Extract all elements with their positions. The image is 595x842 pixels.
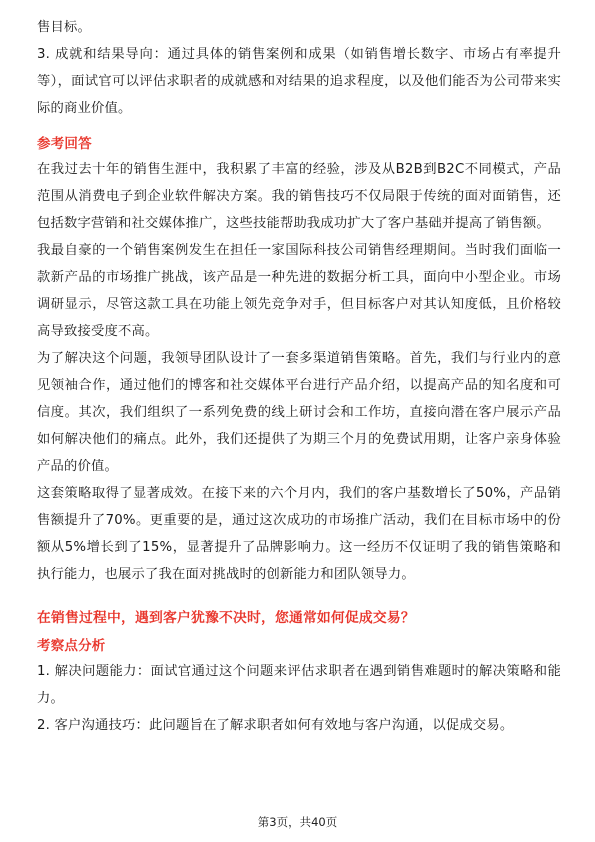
body-paragraph: 售目标。: [37, 20, 91, 35]
page-content: [37, 14, 561, 739]
key-points-heading: 考察点分析: [37, 638, 106, 654]
reference-answer-heading: 参考回答: [37, 136, 92, 152]
interview-question: 在销售过程中，遇到客户犹豫不决时，您通常如何促成交易？: [37, 610, 415, 626]
key-point-item: 1. 解决问题能力：面试官通过这个问题来评估求职者在遇到销售难题时的解决策略和能力。: [37, 664, 561, 706]
answer-paragraph: 我最自豪的一个销售案例发生在担任一家国际科技公司销售经理期间。当时我们面临一款新产品的市场推广挑战，该产品是一种先进的数据分析工具，面向中小型企业。市场调研显示，尽管这款工具在功能上领先竞争对手，但目标客户对其认知度低，且价格较高导致接受度不高。: [37, 243, 561, 339]
answer-paragraph: 为了解决这个问题，我领导团队设计了一套多渠道销售策略。首先，我们与行业内的意见领袖合作，通过他们的博客和社交媒体平台进行产品介绍，以提高产品的知名度和可信度。其次，我们组织了一系列免费的线上研讨会和工作坊，直接向潜在客户展示产品如何解决他们的痛点。此外，我们还提供了为期三个月的免费试用期，让客户亲身体验产品的价值。: [37, 351, 561, 474]
key-point-item: 2. 客户沟通技巧：此问题旨在了解求职者如何有效地与客户沟通，以促成交易。: [37, 718, 514, 733]
answer-paragraph: 这套策略取得了显著成效。在接下来的六个月内，我们的客户基数增长了50%，产品销售额提升了70%。更重要的是，通过这次成功的市场推广活动，我们在目标市场中的份额从5%增长到了15%，显著提升了品牌影响力。这一经历不仅证明了我的销售策略和执行能力，也展示了我在面对挑战时的创新能力和团队领导力。: [37, 486, 561, 582]
page-footer: 第3页，共40页: [257, 815, 338, 829]
answer-paragraph: 在我过去十年的销售生涯中，我积累了丰富的经验，涉及从B2B到B2C不同模式，产品范围从消费电子到企业软件解决方案。我的销售技巧不仅局限于传统的面对面销售，还包括数字营销和社交媒体推广，这些技能帮助我成功扩大了客户基础并提高了销售额。: [37, 162, 561, 231]
body-paragraph: 3. 成就和结果导向：通过具体的销售案例和成果（如销售增长数字、市场占有率提升等），面试官可以评估求职者的成就感和对结果的追求程度，以及他们能否为公司带来实际的商业价值。: [37, 47, 561, 116]
